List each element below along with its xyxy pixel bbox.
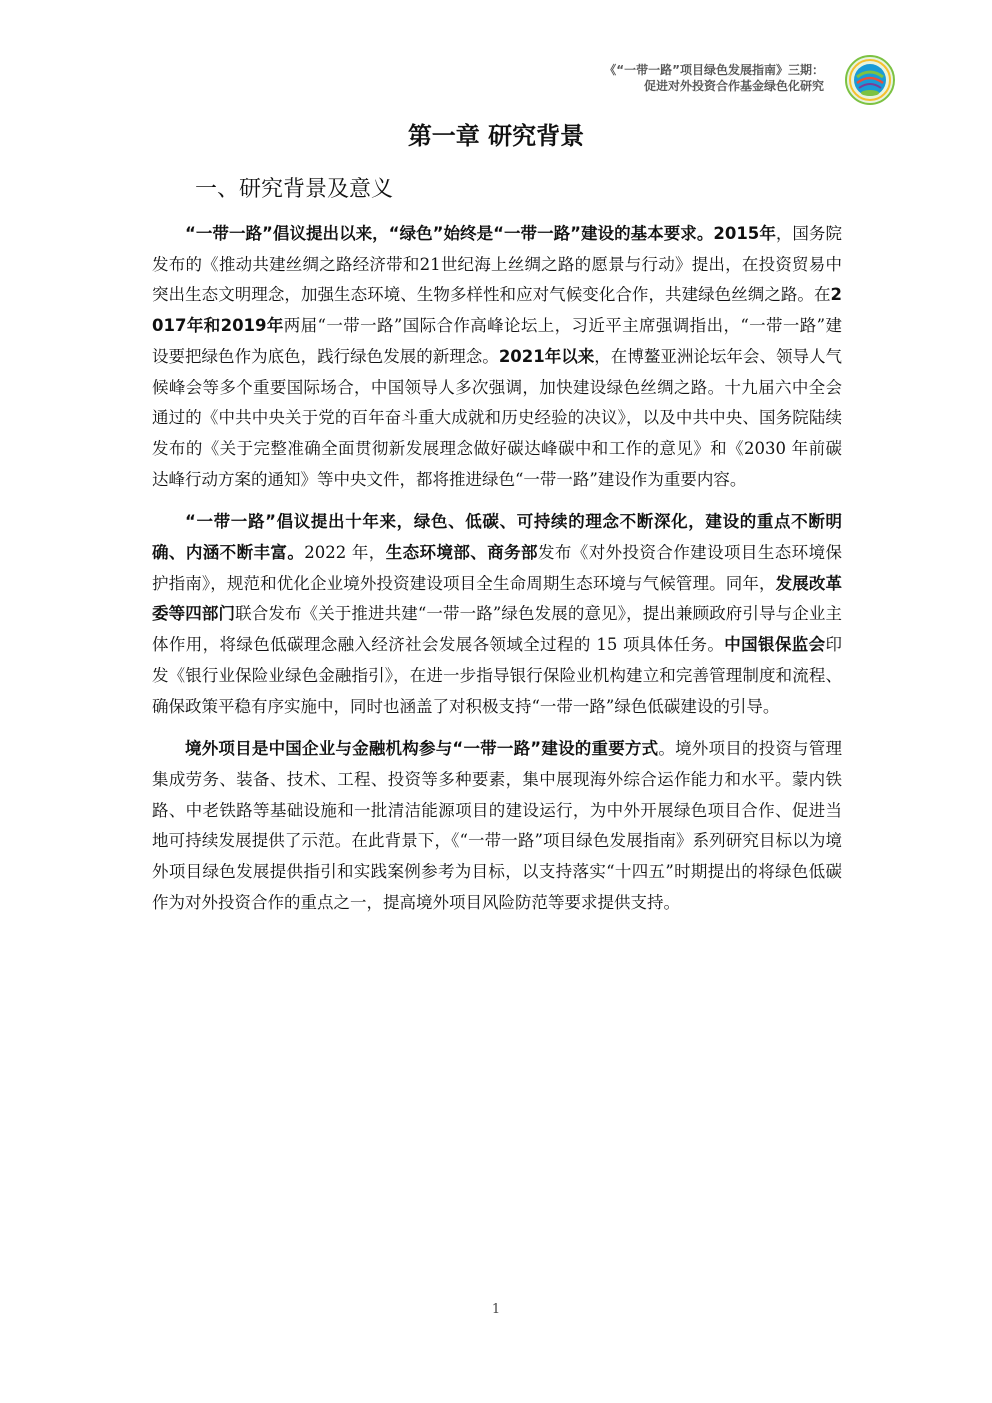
header-title-line1: 《“一带一路”项目绿色发展指南》三期： (604, 63, 824, 77)
paragraph-1-text-c: ，在博鳌亚洲论坛年会、领导人气候峰会等多个重要国际场合，中国领导人多次强调，加快建设绿色丝绸之路。十九届六中全会通过的《中共中央关于党的百年奋斗重大成就和历史经验的决议》，以及中共中央、国务院陆续发布的《关于完整准确全面贯彻新发展理念做好碳达峰碳中和工作的意见》和《2030 年前碳达峰行动方案的通知》等中央文件，都将推进绿色“一带一路”建设作为重要内容。 (152, 346, 842, 489)
section-title: 一、研究背景及意义 (195, 177, 394, 202)
paragraph-2-text-d: 印发《银行业保险业绿色金融指引》，在进一步指导银行保险业机构建立和完善管理制度和流程、确保政策平稳有序实施中，同时也涵盖了对积极支持“一带一路”绿色低碳建设的引导。 (152, 635, 842, 716)
paragraph-1 (152, 219, 842, 495)
paragraph-2-text-b: 发布《对外投资合作建设项目生态环境保护指南》，规范和优化企业境外投资建设项目全生命周期生态环境与气候管理。同年， (152, 543, 842, 593)
paragraph-1-lead: “一带一路”倡议提出以来，“绿色”始终是“一带一路”建设的基本要求。 (185, 224, 714, 243)
paragraph-1-years-2017-2019: 2017年和2019年 (152, 285, 842, 336)
paragraph-2-cbirc: 中国银保监会 (724, 635, 826, 655)
header-title-line2: 促进对外投资合作基金绿色化研究 (643, 79, 824, 93)
page-header (604, 62, 824, 94)
chapter-title: 第一章 研究背景 (407, 122, 585, 150)
paragraph-2-text-a: 2022 年， (304, 543, 386, 563)
paragraph-3 (152, 734, 842, 918)
paragraph-1-since-2021: 2021年以来 (498, 346, 595, 366)
paragraph-3-text: 。境外项目的投资与管理集成劳务、装备、技术、工程、投资等多种要素，集中展现海外综合运作能力和水平。蒙内铁路、中老铁路等基础设施和一批清洁能源项目的建设运行，为中外开展绿色项目合作、促进当地可持续发展提供了示范。在此背景下，《“一带一路”项目绿色发展指南》系列研究目标以为境外项目绿色发展提供指引和实践案例参考为目标，以支持落实“十四五”时期提出的将绿色低碳作为对外投资合作的重点之一，提高境外项目风险防范等要求提供支持。 (152, 739, 842, 912)
paragraph-1-text-a: ，国务院发布的《推动共建丝绸之路经济带和21世纪海上丝绸之路的愿景与行动》提出，在投资贸易中突出生态文明理念，加强生态环境、生物多样性和应对气候变化合作，共建绿色丝绸之路。在 (152, 224, 842, 305)
belt-and-road-logo-icon (845, 55, 895, 105)
paragraph-2-text-c: 联合发布《关于推进共建“一带一路”绿色发展的意见》，提出兼顾政府引导与企业主体作用，将绿色低碳理念融入经济社会发展各领域全过程的 15 项具体任务。 (152, 604, 843, 655)
paragraph-2-four-departments: 发展改革委等四部门 (152, 573, 843, 624)
paragraph-3-lead: 境外项目是中国企业与金融机构参与“一带一路”建设的重要方式 (185, 739, 659, 759)
paragraph-2-ministries: 生态环境部、商务部 (385, 543, 538, 563)
paragraph-1-year-2015: 2015年 (713, 224, 776, 243)
page-number: 1 (491, 1302, 501, 1317)
body-text (152, 219, 842, 930)
paragraph-1-text-b: 两届“一带一路”国际合作高峰论坛上，习近平主席强调指出，“一带一路”建设要把绿色作为底色，践行绿色发展的新理念。 (152, 316, 842, 366)
paragraph-2-lead: “一带一路”倡议提出十年来，绿色、低碳、可持续的理念不断深化，建设的重点不断明确、内涵不断丰富。 (152, 512, 842, 563)
paragraph-2 (152, 507, 842, 722)
